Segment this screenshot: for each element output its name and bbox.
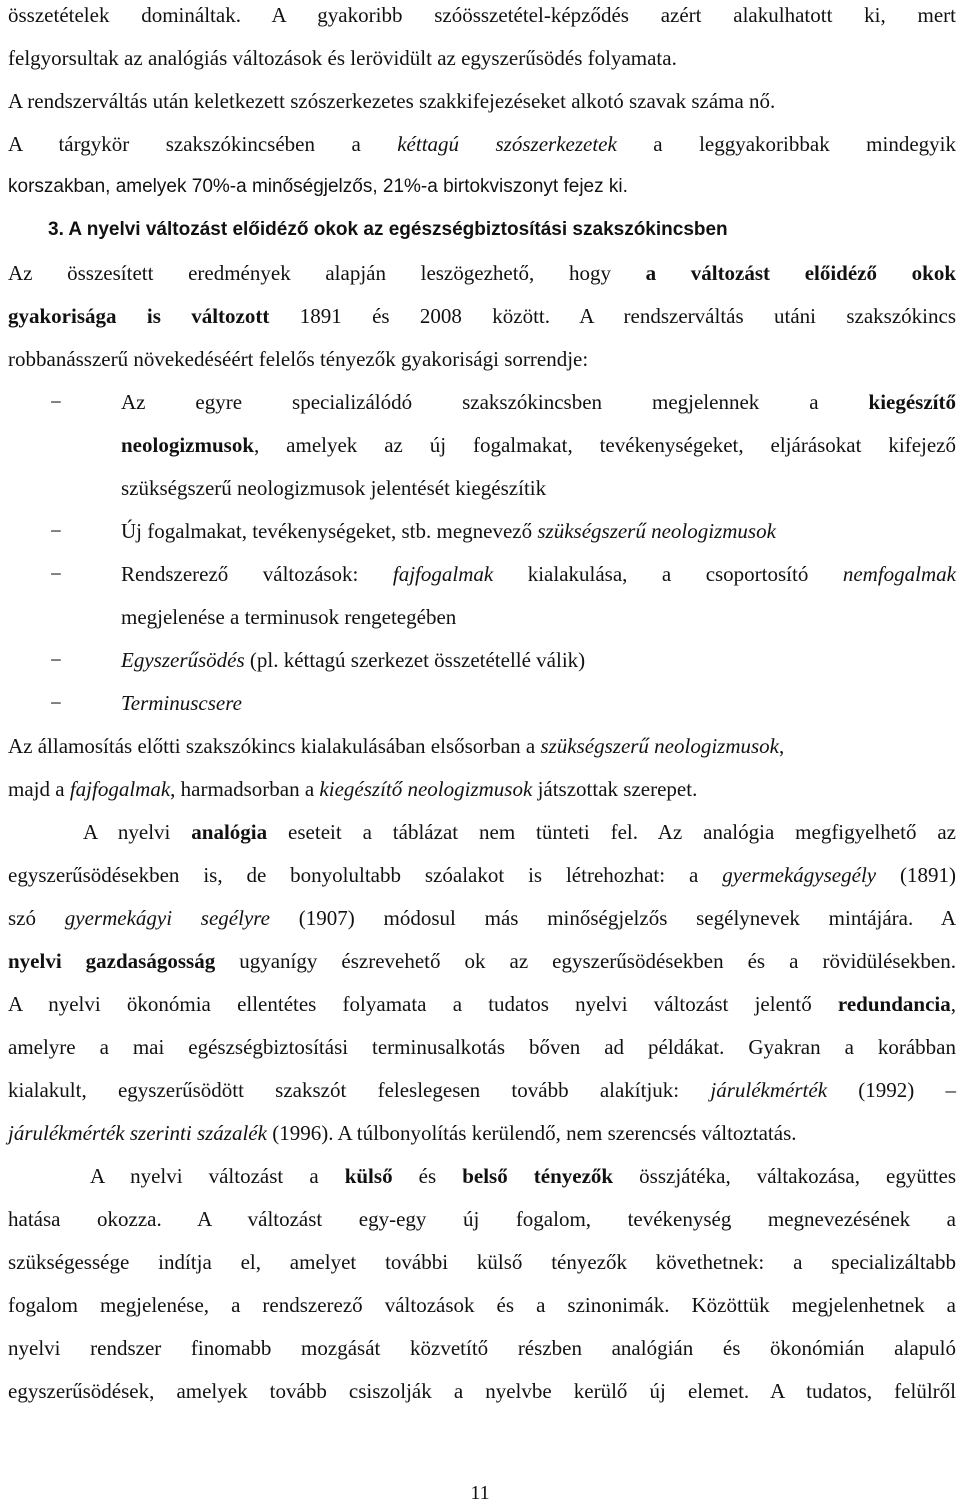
text-run: fogalom megjelenése, a rendszerező változások és a szinonimák. Közöttük megjelenhetnek a <box>8 1293 956 1317</box>
text-run: amelyre a mai egészségbiztosítási terminusalkotás bőven ad példákat. Gyakran a korábban <box>8 1035 956 1059</box>
text-run: (pl. kéttagú szerkezet összetétellé válik) <box>244 648 586 672</box>
text-line <box>8 774 697 804</box>
text-run: (1992) – <box>827 1078 956 1102</box>
text-run: eseteit a táblázat nem tünteti fel. Az analógia megfigyelhető az <box>267 820 956 844</box>
bold-text: 3. A nyelvi változást előidéző okok az egészségbiztosítási szakszókincsben <box>48 219 728 240</box>
text-line <box>8 129 956 159</box>
bold-text: kiegészítő <box>868 390 956 414</box>
text-run: kialakulása, a csoportosító <box>493 562 843 586</box>
text-run: A rendszerváltás után keletkezett szószerkezetes szakkifejezéseket alkotó szavak száma nő. <box>8 89 776 113</box>
bullet-dash: − <box>50 519 62 543</box>
bullet-dash: − <box>50 691 62 715</box>
text-line <box>8 43 677 73</box>
text-run: szükségessége indítja el, amelyet további külső tényezők követhetnek: a specializáltabb <box>8 1250 956 1274</box>
text-run: , harmadsorban a <box>170 777 320 801</box>
italic-text: járulékmérték <box>710 1078 828 1102</box>
text-run: robbanásszerű növekedéséért felelős tényezők gyakorisági sorrendje: <box>8 347 589 371</box>
text-run: , <box>779 734 785 758</box>
bullet-dash: − <box>50 562 62 586</box>
text-run: nyelvi rendszer finomabb mozgását közvetítő részben analógián és ökonómián alapuló <box>8 1336 956 1360</box>
text-run: , amelyek az új fogalmakat, tevékenységeket, eljárásokat kifejező <box>254 433 956 457</box>
text-run: és <box>392 1164 463 1188</box>
text-run: Rendszerező változások: <box>121 562 393 586</box>
text-run: kialakult, egyszerűsödött szakszót feleslegesen tovább alakítjuk: <box>8 1078 711 1102</box>
italic-text: kéttagú szószerkezetek <box>397 132 617 156</box>
text-run: (1996). A túlbonyolítás kerülendő, nem szerencsés változtatás. <box>266 1121 797 1145</box>
text-run: összjátéka, váltakozása, együttes <box>613 1164 956 1188</box>
italic-text: szükségszerű neologizmusok <box>537 519 776 543</box>
list-item-line <box>121 430 956 460</box>
text-line <box>8 172 628 202</box>
text-line <box>8 1075 956 1105</box>
text-line <box>83 817 956 847</box>
list-item-line <box>121 516 956 546</box>
text-run: a leggyakoribbak mindegyik <box>616 132 956 156</box>
text-line <box>8 86 775 116</box>
text-run: , <box>950 992 956 1016</box>
list-item-line <box>121 387 956 417</box>
text-run: Az összesített eredmények alapján leszögezhető, hogy <box>8 261 646 285</box>
text-run: felgyorsultak az analógiás változások és lerövidült az egyszerűsödés folyamata. <box>8 46 677 70</box>
bullet-dash: − <box>50 648 62 672</box>
bullet-dash: − <box>50 390 62 414</box>
text-line <box>8 0 956 30</box>
text-run: korszakban, amelyek 70%-a minőségjelzős, 21%-a birtokviszonyt fejez ki. <box>8 176 628 197</box>
bold-text: neologizmusok <box>121 433 255 457</box>
text-run: egyszerűsödések, amelyek tovább csiszolják a nyelvbe kerülő új elemet. A tudatos, felülről <box>8 1379 956 1403</box>
italic-text: fajfogalmak <box>69 777 171 801</box>
bold-text: redundancia <box>837 992 951 1016</box>
text-line <box>8 903 956 933</box>
list-item-line <box>121 602 956 632</box>
text-run: játszottak szerepet. <box>532 777 698 801</box>
bold-text: belső tényezők <box>462 1164 614 1188</box>
bold-text: a változást előidéző okok <box>645 261 956 285</box>
text-run: (1907) módosul más minőségjelzős segélynevek mintájára. A <box>270 906 956 930</box>
text-run: összetételek domináltak. A gyakoribb szóösszetétel-képződés azért alakulhatott ki, mert <box>8 3 956 27</box>
italic-text: Egyszerűsödés <box>121 648 245 672</box>
text-line <box>8 344 588 374</box>
text-run: Új fogalmakat, tevékenységeket, stb. megnevező <box>121 519 538 543</box>
italic-text: Terminuscsere <box>121 691 242 715</box>
text-run: Az egyre specializálódó szakszókincsben megjelennek a <box>121 390 869 414</box>
italic-text: fajfogalmak <box>392 562 494 586</box>
list-item-line <box>121 559 956 589</box>
text-run: ugyanígy észrevehető ok az egyszerűsödésekben és a rövidülésekben. <box>215 949 956 973</box>
text-run: A nyelvi <box>83 820 192 844</box>
text-run: egyszerűsödésekben is, de bonyolultabb szóalakot is létrehozhat: a <box>8 863 723 887</box>
text-run: majd a <box>8 777 70 801</box>
text-line <box>8 1290 956 1320</box>
list-item-line <box>121 688 956 718</box>
text-run: A nyelvi változást a <box>90 1164 345 1188</box>
text-run: Az államosítás előtti szakszókincs kialakulásában elsősorban a <box>8 734 541 758</box>
italic-text: járulékmérték szerinti százalék <box>8 1121 267 1145</box>
bold-text: nyelvi gazdaságosság <box>8 949 216 973</box>
text-line <box>8 1032 956 1062</box>
text-line <box>8 989 956 1019</box>
text-run: megjelenése a terminusok rengetegében <box>121 605 457 629</box>
text-run: szó <box>8 906 65 930</box>
text-line <box>8 1204 956 1234</box>
text-line <box>8 258 956 288</box>
text-run: A tárgykör szakszókincsében a <box>8 132 398 156</box>
bold-text: külső <box>344 1164 393 1188</box>
italic-text: kiegészítő neologizmusok <box>319 777 533 801</box>
list-item-line <box>121 645 956 675</box>
text-line <box>8 1247 956 1277</box>
text-line <box>8 946 956 976</box>
italic-text: gyermekágysegély <box>722 863 877 887</box>
text-line <box>90 1161 956 1191</box>
page-number: 11 <box>470 1482 490 1504</box>
bold-text: gyakorisága is változott <box>8 304 270 328</box>
italic-text: szükségszerű neologizmusok <box>540 734 780 758</box>
text-line <box>8 301 956 331</box>
text-line <box>8 1118 797 1148</box>
text-run: szükségszerű neologizmusok jelentését kiegészítik <box>121 476 547 500</box>
text-line <box>8 1376 956 1406</box>
section-heading <box>48 215 728 245</box>
text-run: hatása okozza. A változást egy-egy új fogalom, tevékenység megnevezésének a <box>8 1207 956 1231</box>
list-item-line <box>121 473 956 503</box>
text-line <box>8 1333 956 1363</box>
text-run: 1891 és 2008 között. A rendszerváltás utáni szakszókincs <box>269 304 956 328</box>
bold-text: analógia <box>191 820 268 844</box>
italic-text: nemfogalmak <box>842 562 956 586</box>
text-run: (1891) <box>876 863 956 887</box>
text-line <box>8 860 956 890</box>
text-run: A nyelvi ökonómia ellentétes folyamata a tudatos nyelvi változást jelentő <box>8 992 838 1016</box>
italic-text: gyermekágyi segélyre <box>64 906 270 930</box>
text-line <box>8 731 784 761</box>
